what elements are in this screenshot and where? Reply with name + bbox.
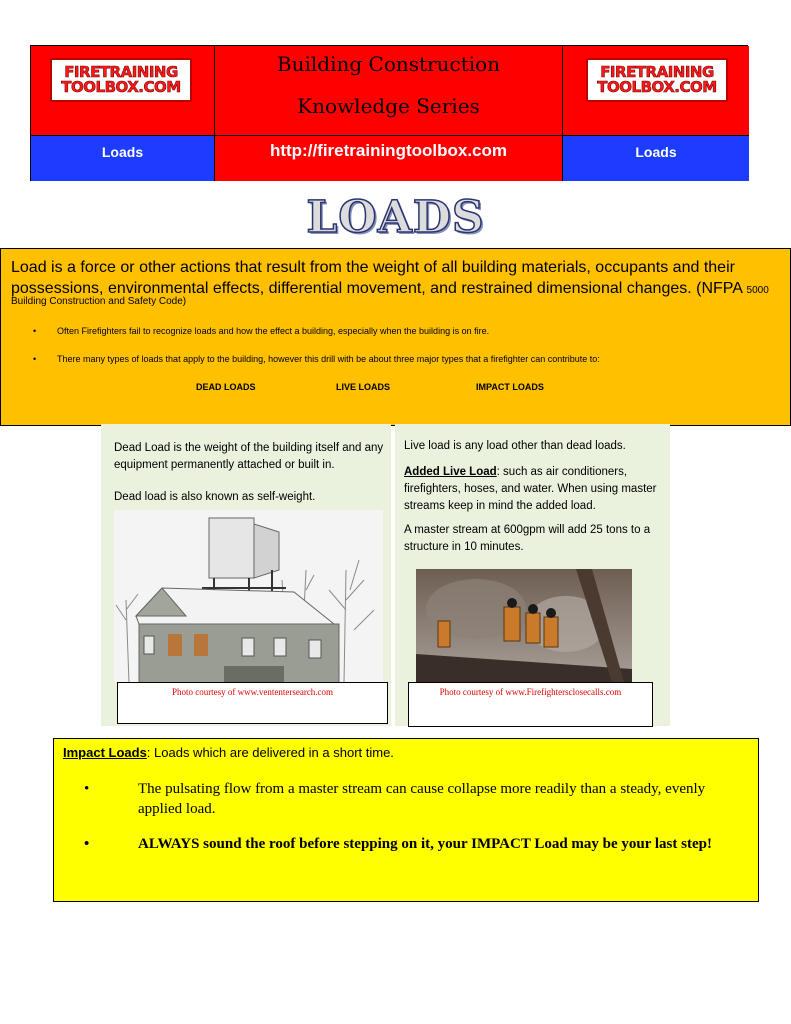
impact-bullet-warning: ALWAYS sound the roof before stepping on it, your IMPACT Load may be your last step! [138,836,712,852]
bullet-dot-icon: • [33,354,37,364]
dead-load-caption-text: Photo courtesy of www.vententersearch.com [171,687,334,697]
definition-reference: Building Construction and Safety Code) [11,296,187,307]
header-loads-label-left: Loads [101,144,144,160]
load-type-live: LIVE LOADS [336,382,391,392]
impact-bullet-text: The pulsating flow from a master stream can cause collapse more readily than a steady, evenly applied load. [138,781,706,817]
bullet-text: There many types of loads that apply to the building, however this drill with be about three major types that a firefighter can contribute to: [57,354,600,364]
definition-text: Load is a force or other actions that result from the weight of all building materials, occupants and their possessions, environmental effects, differential movement, and restrained dimensional changes. (NFPA [11,259,743,297]
bullet-text: Often Firefighters fail to recognize loads and how the effect a building, especially when the building is on fire. [57,326,490,336]
firetraining-toolbox-logo-right [586,58,728,102]
bullet-dot-icon: • [84,836,90,852]
header-label-cell-right [562,135,749,181]
header-logo-cell-right [562,46,749,135]
load-type-dead: DEAD LOADS [196,382,256,392]
impact-loads-definition: : Loads which are delivered in a short time. [146,745,394,760]
live-load-description: Live load is any load other than dead loads. [404,440,626,452]
header-logo-cell-left [31,46,215,135]
header-label-cell-left [31,135,215,181]
dead-load-self-weight: Dead load is also known as self-weight. [114,491,316,503]
load-definition [11,257,781,301]
live-load-photo-caption [408,682,653,727]
logo-left-line1: FIRETRAINING [64,63,178,81]
impact-load-heading [63,745,394,760]
master-stream-fact: A master stream at 600gpm will add 25 tons to a structure in 10 minutes. [404,524,651,553]
header-url-cell [215,135,562,181]
added-live-load-text: : such as air conditioners, firefighters, hoses, and water. When using master streams keep in mind the added load. [404,466,657,512]
nfpa-number: 5000 [746,285,769,296]
added-live-load-heading: Added Live Load [404,466,497,478]
header-url-link[interactable]: http://firetrainingtoolbox.com [269,141,508,160]
dead-load-description: Dead Load is the weight of the building itself and any equipment permanently attached or built in. [114,442,384,471]
added-live-load-paragraph [404,464,662,515]
header-loads-label-right: Loads [635,144,677,160]
bullet-dot-icon: • [33,326,37,336]
dead-load-photo-caption [117,682,388,724]
load-type-impact: IMPACT LOADS [476,382,544,392]
impact-load-box [53,738,759,902]
header-title-cell [215,46,562,135]
logo-left-line2: TOOLBOX.COM [61,78,181,96]
live-load-caption-text: Photo courtesy of www.Firefighterscloseсalls.com [439,687,622,697]
series-title-line1: Building Construction [276,52,501,76]
bullet-dot-icon: • [84,781,90,797]
series-title-line2: Knowledge Series [297,94,480,118]
logo-right-line1: FIRETRAINING [600,63,714,81]
firefighters-on-roof-image [416,569,632,682]
house-with-billboard-image [114,510,383,683]
logo-right-line2: TOOLBOX.COM [597,78,717,96]
house-photo [114,510,383,683]
dead-load-panel [101,424,391,726]
firetraining-toolbox-logo-left [50,58,192,102]
definition-box [0,248,791,426]
firefighters-photo [416,569,632,682]
live-load-panel [395,424,670,726]
header-table [30,45,748,181]
page-title: LOADS [306,192,485,243]
impact-loads-title: Impact Loads [63,745,147,760]
